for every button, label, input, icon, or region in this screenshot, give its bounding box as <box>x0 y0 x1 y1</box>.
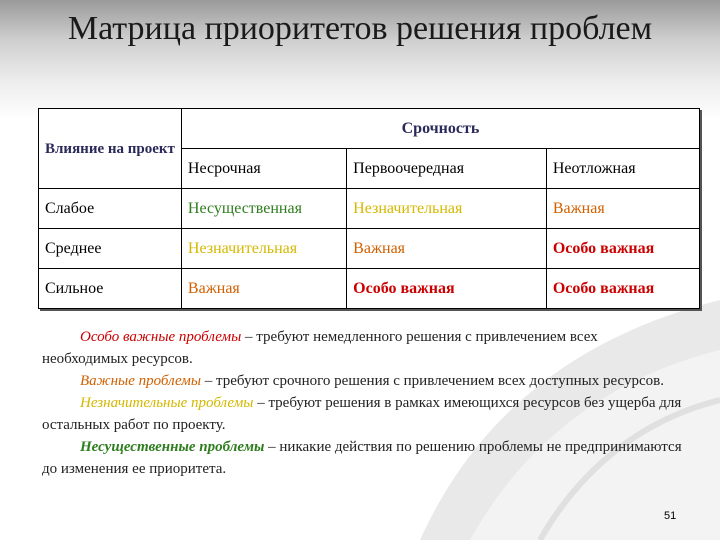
priority-cell: Важная <box>546 189 699 229</box>
priority-cell: Незначительная <box>347 189 547 229</box>
priority-cell: Особо важная <box>347 269 547 309</box>
description-lead: Незначительные проблемы <box>80 395 254 411</box>
description-text: – требуют немедленного решения с привлечением всех необходимых ресурсов. <box>42 329 598 367</box>
priority-matrix-table <box>38 108 700 309</box>
page-number: 51 <box>664 510 677 522</box>
description-paragraph <box>42 370 682 392</box>
description-text: – требуют решения в рамках имеющихся ресурсов без ущерба для остальных работ по проекту. <box>42 395 682 433</box>
description-paragraph <box>42 436 682 480</box>
urgency-level-header: Несрочная <box>181 149 346 189</box>
priority-cell: Незначительная <box>181 229 346 269</box>
priority-cell: Особо важная <box>546 229 699 269</box>
description-text: – никакие действия по решению проблемы не предпринимаются до изменения ее приоритета. <box>42 439 682 477</box>
urgency-level-header: Первоочередная <box>347 149 547 189</box>
description-lead: Несущественные проблемы <box>80 439 265 455</box>
priority-cell: Важная <box>181 269 346 309</box>
table-row <box>39 229 700 269</box>
table-row <box>39 269 700 309</box>
description-paragraph <box>42 392 682 436</box>
table-row <box>39 189 700 229</box>
description-lead: Особо важные проблемы <box>80 329 242 345</box>
impact-header-label: Влияние на проект <box>45 140 175 157</box>
impact-level-cell: Слабое <box>39 189 182 229</box>
urgency-header-cell: Срочность <box>181 109 699 149</box>
description-paragraph <box>42 326 682 370</box>
priority-descriptions <box>42 326 682 480</box>
impact-level-cell: Сильное <box>39 269 182 309</box>
priority-cell: Особо важная <box>546 269 699 309</box>
impact-level-cell: Среднее <box>39 229 182 269</box>
matrix-header-row <box>39 109 700 149</box>
urgency-level-header: Неотложная <box>546 149 699 189</box>
priority-cell: Важная <box>347 229 547 269</box>
description-text: – требуют срочного решения с привлечением всех доступных ресурсов. <box>201 373 664 389</box>
description-lead: Важные проблемы <box>80 373 202 389</box>
priority-cell: Несущественная <box>181 189 346 229</box>
impact-header-cell <box>39 109 182 189</box>
slide-title: Матрица приоритетов решения проблем <box>67 10 653 47</box>
